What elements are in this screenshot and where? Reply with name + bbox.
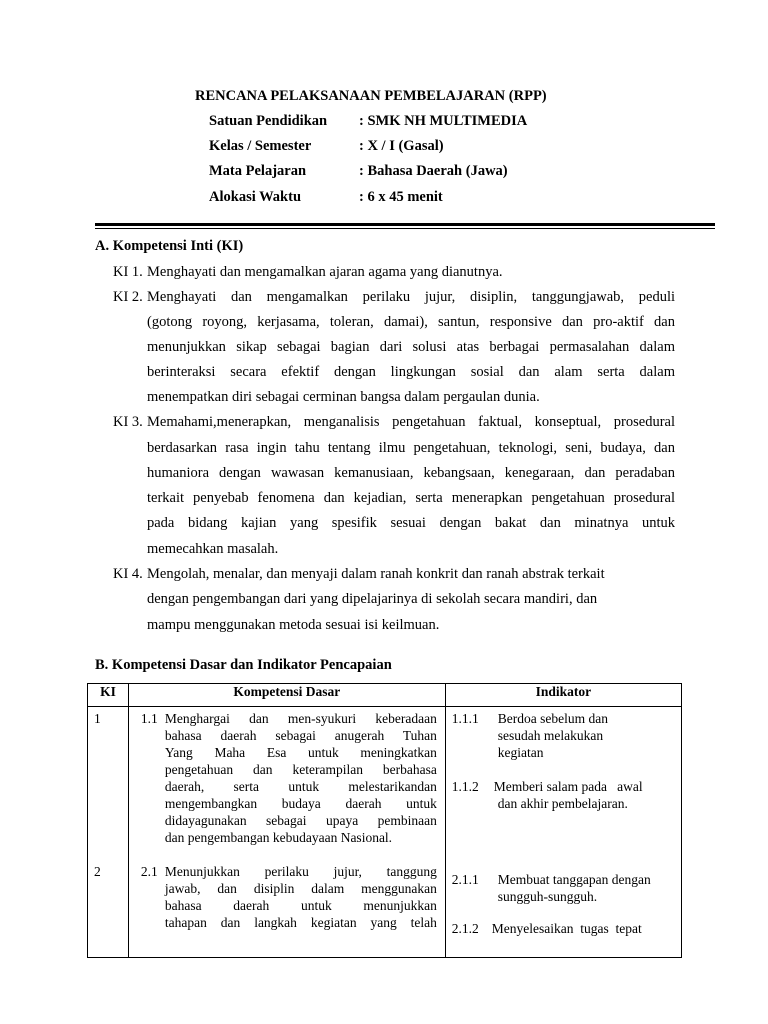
column-header-ki: KI xyxy=(88,684,129,707)
indicator-line: Membuat tanggapan dengan xyxy=(497,872,651,887)
meta-value: : SMK NH MULTIMEDIA xyxy=(359,113,528,129)
indikator-cell xyxy=(445,707,681,958)
column-header-kompetensi-dasar: Kompetensi Dasar xyxy=(128,684,445,707)
ki-2-line: menunjukkan sikap sebagai bagian dari solusi atas berbagai permasalahan dalam xyxy=(147,339,675,355)
kd-line: Yang Maha Esa untuk meningkatkan xyxy=(164,745,437,760)
kd-line: tahapan dan langkah kegiatan yang telah xyxy=(164,915,437,930)
kompetensi-dasar-cell xyxy=(128,707,445,958)
ki-number: 2 xyxy=(94,864,101,879)
kd-line: mengembangkan budaya daerah untuk xyxy=(164,796,437,811)
kd-line: dan pengembangan kebudayaan Nasional. xyxy=(164,830,393,845)
column-header-indikator: Indikator xyxy=(445,684,681,707)
section-b-heading: B. Kompetensi Dasar dan Indikator Pencapaian xyxy=(95,657,392,673)
indicator-line: sesudah melakukan xyxy=(497,728,604,743)
ki-4-line: Mengolah, menalar, dan menyaji dalam ranah konkrit dan ranah abstrak terkait xyxy=(147,566,605,582)
ki-2-label: KI 2. xyxy=(113,289,143,305)
ki-4-line: mampu menggunakan metoda sesuai isi keilmuan. xyxy=(147,617,440,633)
ki-3-line: pada bidang kajian yang spesifik sesuai dengan bakat dan minatnya untuk xyxy=(147,515,675,531)
ki-3-line: memecahkan masalah. xyxy=(147,541,279,557)
indicator-line: Memberi salam pada awal xyxy=(493,779,643,794)
indicator-number: 1.1.1 xyxy=(451,711,479,726)
header-divider-thick xyxy=(95,223,715,226)
table-header-row xyxy=(88,684,682,707)
table-row xyxy=(88,707,682,958)
kd-line: daerah, serta untuk melestarikandan xyxy=(164,779,437,794)
ki-2-line: berinteraksi secara efektif dengan lingkungan sosial dan alam serta dalam xyxy=(147,364,675,380)
ki-3-label: KI 3. xyxy=(113,414,143,430)
document-title: RENCANA PELAKSANAAN PEMBELAJARAN (RPP) xyxy=(195,88,547,104)
ki-1-line: Menghayati dan mengamalkan ajaran agama yang dianutnya. xyxy=(147,264,503,280)
indicator-number: 1.1.2 xyxy=(451,779,479,794)
kd-line: bahasa daerah sebagai anugerah Tuhan xyxy=(164,728,437,743)
ki-2-line: Menghayati dan mengamalkan perilaku jujur, disiplin, tanggungjawab, peduli xyxy=(147,289,675,305)
kd-line: bahasa daerah untuk menunjukkan xyxy=(164,898,437,913)
indicator-line: kegiatan xyxy=(497,745,544,760)
kd-number: 1.1 xyxy=(140,711,158,726)
ki-number: 1 xyxy=(94,711,101,726)
indicator-number: 2.1.2 xyxy=(451,921,479,936)
competency-table xyxy=(87,683,682,958)
meta-value: : X / I (Gasal) xyxy=(359,138,444,154)
indicator-line: Menyelesaikan tugas tepat xyxy=(491,921,642,936)
ki-1-label: KI 1. xyxy=(113,264,143,280)
meta-label: Alokasi Waktu xyxy=(209,189,302,205)
header-divider-thin xyxy=(95,228,715,229)
kd-line: Menghargai dan men-syukuri keberadaan xyxy=(164,711,437,726)
section-a-heading: A. Kompetensi Inti (KI) xyxy=(95,238,244,254)
kd-line: didayagunakan sebagai upaya pembinaan xyxy=(164,813,437,828)
ki-cell xyxy=(88,707,129,958)
indicator-line: Berdoa sebelum dan xyxy=(497,711,608,726)
indicator-line: dan akhir pembelajaran. xyxy=(497,796,628,811)
ki-3-line: berdasarkan rasa ingin tahu tentang ilmu pengetahuan, teknologi, seni, budaya, dan xyxy=(147,440,675,456)
meta-label: Satuan Pendidikan xyxy=(209,113,328,129)
ki-2-line: (gotong royong, kerjasama, toleran, damai), santun, responsive dan pro-aktif dan xyxy=(147,314,675,330)
kd-number: 2.1 xyxy=(140,864,158,879)
meta-value: : Bahasa Daerah (Jawa) xyxy=(359,163,508,179)
ki-3-line: humaniora dengan wawasan kemanusiaan, kebangsaan, kenegaraan, dan peradaban xyxy=(147,465,675,481)
meta-label: Kelas / Semester xyxy=(209,138,312,154)
ki-3-line: Memahami,menerapkan, menganalisis pengetahuan faktual, konseptual, prosedural xyxy=(147,414,675,430)
kd-line: pengetahuan dan keterampilan berbahasa xyxy=(164,762,437,777)
ki-4-label: KI 4. xyxy=(113,566,143,582)
ki-4-line: dengan pengembangan dari yang dipelajarinya di sekolah secara mandiri, dan xyxy=(147,591,598,607)
ki-3-line: terkait penyebab fenomena dan kejadian, serta menerapkan pengetahuan prosedural xyxy=(147,490,675,506)
indicator-number: 2.1.1 xyxy=(451,872,479,887)
ki-2-line: menempatkan diri sebagai cerminan bangsa dalam pergaulan dunia. xyxy=(147,389,540,405)
kd-line: Menunjukkan perilaku jujur, tanggung xyxy=(164,864,437,879)
indicator-line: sungguh-sungguh. xyxy=(497,889,598,904)
meta-value: : 6 x 45 menit xyxy=(359,189,443,205)
meta-label: Mata Pelajaran xyxy=(209,163,307,179)
kd-line: jawab, dan disiplin dalam menggunakan xyxy=(164,881,437,896)
